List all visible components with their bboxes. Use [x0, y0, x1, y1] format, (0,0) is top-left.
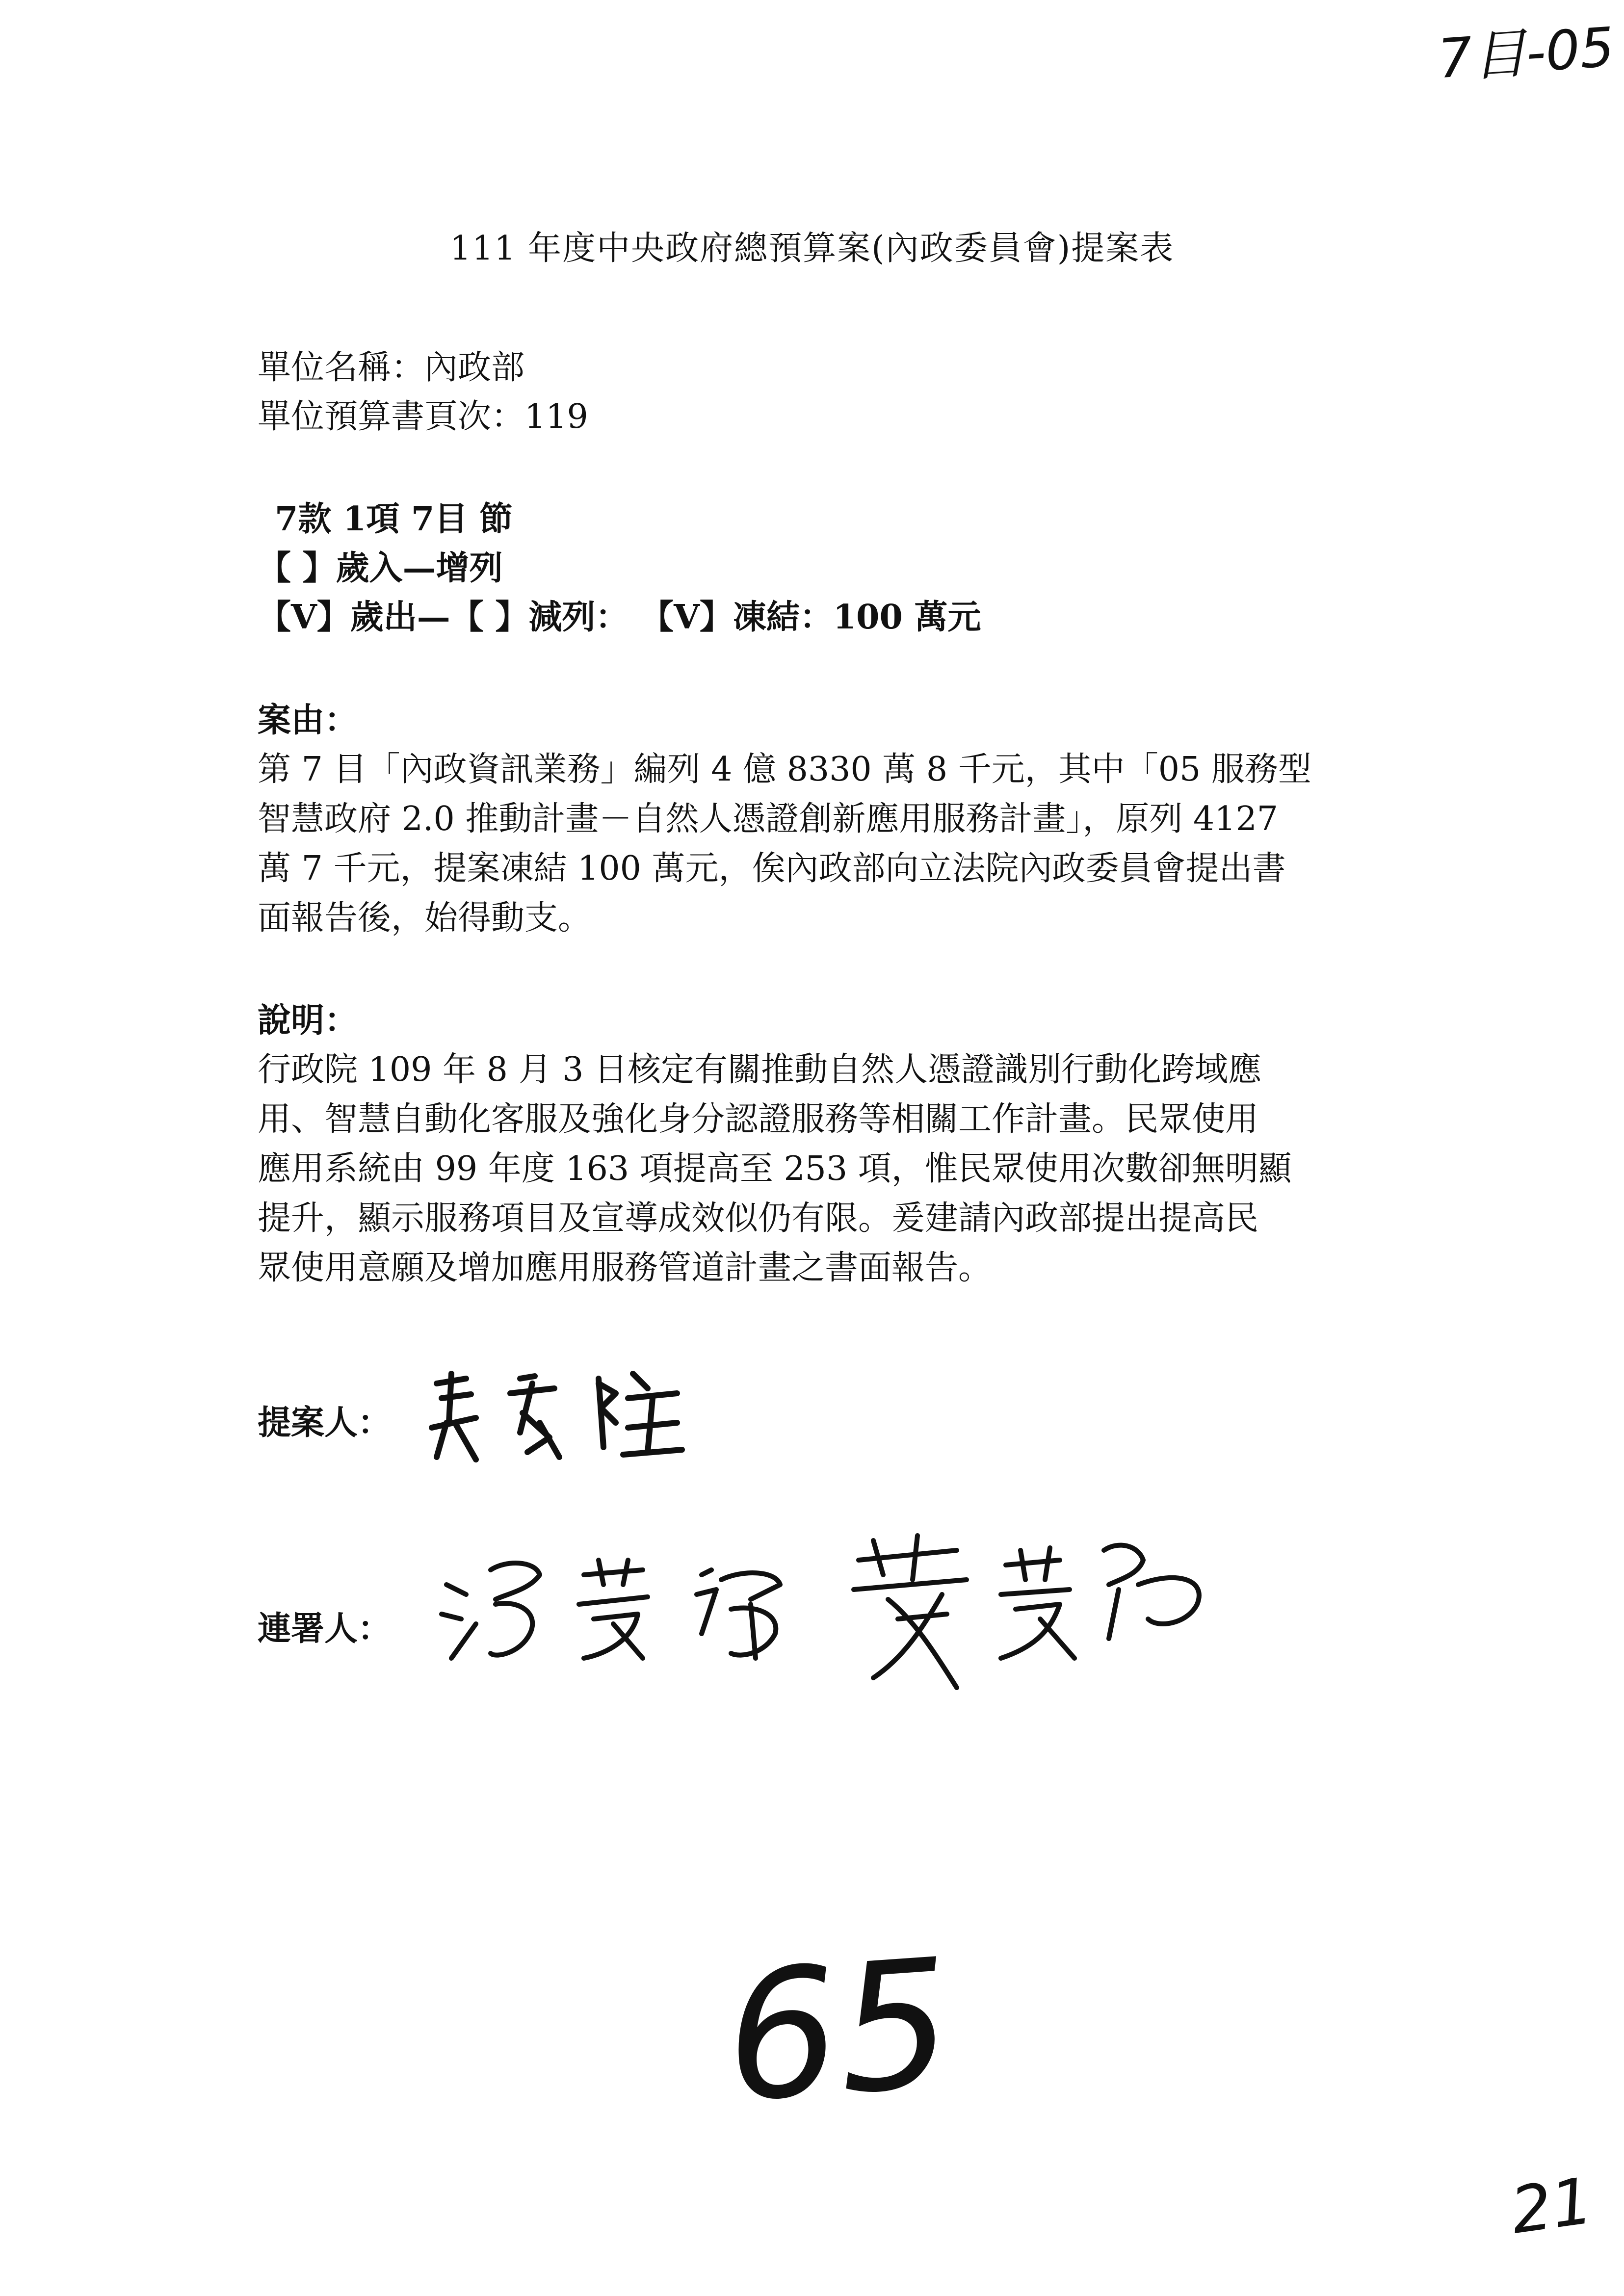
reason-line: 第 7 目「內政資訊業務」編列 4 億 8330 萬 8 千元，其中「05 服務型	[258, 750, 1311, 789]
cosigner-signature-1	[437, 1540, 829, 1673]
unit-name: 單位名稱：內政部	[258, 348, 525, 387]
corner-note: 7目-05	[1436, 15, 1617, 91]
explanation-body	[258, 1045, 1425, 1293]
reason-heading: 案由：	[258, 701, 358, 740]
proposer-signature	[422, 1364, 697, 1472]
explanation-line: 眾使用意願及增加應用服務管道計畫之書面報告。	[258, 1249, 992, 1287]
proposer-label: 提案人：	[258, 1403, 392, 1442]
document-title: 111 年度中央政府總預算案(內政委員會)提案表	[449, 229, 1175, 268]
explanation-line: 提升，顯示服務項目及宣導成效似仍有限。爰建請內政部提出提高民	[258, 1199, 1259, 1238]
budget-item: 7款 1項 7目 節	[275, 499, 513, 539]
corner-mark: 21	[1506, 2163, 1598, 2248]
explanation-heading: 說明：	[258, 1001, 358, 1040]
unit-budget-page: 單位預算書頁次：119	[258, 397, 588, 436]
expense-line: 【V】歲出—【 】減列： 【V】凍結：100 萬元	[258, 598, 981, 637]
revenue-line: 【 】歲入—增列	[258, 548, 503, 588]
cosigner-label: 連署人：	[258, 1609, 392, 1648]
reason-line: 萬 7 千元，提案凍結 100 萬元，俟內政部向立法院內政委員會提出書	[258, 849, 1286, 888]
explanation-line: 應用系統由 99 年度 163 項提高至 253 項，惟民眾使用次數卻無明顯	[258, 1149, 1292, 1188]
explanation-line: 行政院 109 年 8 月 3 日核定有關推動自然人憑證識別行動化跨域應	[258, 1050, 1262, 1089]
cosigner-signature-2	[844, 1521, 1217, 1697]
reason-line: 智慧政府 2.0 推動計畫－自然人憑證創新應用服務計畫」，原列 4127	[258, 800, 1279, 838]
reason-body	[258, 745, 1415, 943]
reason-line: 面報告後，始得動支。	[258, 899, 592, 938]
handwritten-page-number: 65	[719, 1920, 958, 2141]
explanation-line: 用、智慧自動化客服及強化身分認證服務等相關工作計畫。民眾使用	[258, 1100, 1259, 1139]
